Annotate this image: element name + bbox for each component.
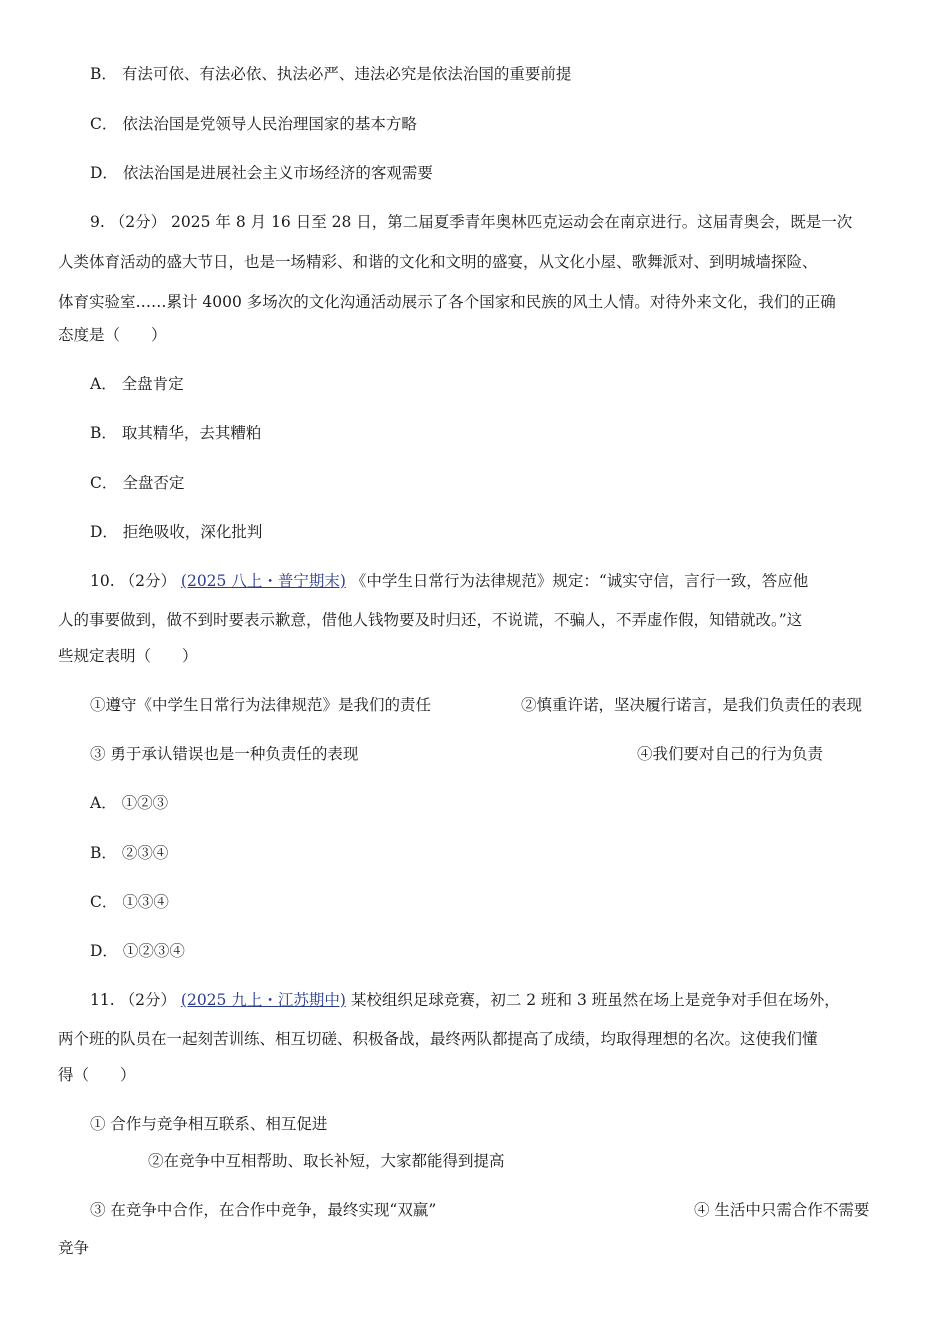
- q10-statement-2: ②慎重许诺，坚决履行诺言，是我们负责任的表现: [521, 696, 863, 714]
- q9-stem-line-1: 9. （2分） 2025 年 8 月 16 日至 28 日，第二届夏季青年奥林匹克运动会在南京进行。这届青奥会，既是一次: [90, 213, 853, 231]
- q10-stem-line-2: 人的事要做到，做不到时要表示歉意，借他人钱物要及时归还，不说谎，不骗人，不弄虚作假，知错就改。”这: [58, 611, 803, 629]
- q9-option-b: B． 取其精华，去其糟粕: [90, 424, 262, 442]
- q9-option-d: D． 拒绝吸收，深化批判: [90, 523, 263, 541]
- q10-statement-1: ①遵守《中学生日常行为法律规范》是我们的责任: [90, 696, 432, 714]
- q10-statement-3: ③ 勇于承认错误也是一种负责任的表现: [90, 745, 359, 763]
- question-points: （2分）: [119, 991, 176, 1009]
- q8-option-d: D． 依法治国是进展社会主义市场经济的客观需要: [90, 164, 433, 182]
- q9-stem-line-3: 体育实验室……累计 4000 多场次的文化沟通活动展示了各个国家和民族的风土人情。对待外来文化，我们的正确: [58, 293, 836, 311]
- q11-statement-3: ③ 在竞争中合作，在合作中竞争，最终实现“双赢”: [90, 1201, 437, 1219]
- question-points: （2分）: [109, 213, 167, 231]
- q10-stem-line-3: 些规定表明（ ）: [58, 647, 198, 665]
- q11-statement-4-continued: 竞争: [58, 1239, 90, 1257]
- q11-stem-line-3: 得（ ）: [58, 1066, 136, 1084]
- question-points: （2分）: [119, 572, 176, 590]
- q8-option-c: C． 依法治国是党领导人民治理国家的基本方略: [90, 115, 417, 133]
- question-number: 11.: [90, 991, 115, 1009]
- q8-option-b: B． 有法可依、有法必依、执法必严、违法必究是依法治国的重要前提: [90, 65, 572, 83]
- source-link[interactable]: (2025 八上・普宁期末): [180, 572, 346, 590]
- q11-stem-line-1: 11. （2分） (2025 九上・江苏期中) 某校组织足球竞赛，初二 2 班和 3 班虽然在场上是竞争对手但在场外，: [90, 991, 840, 1009]
- question-number: 10.: [90, 572, 115, 590]
- q9-option-a: A． 全盘肯定: [90, 375, 184, 393]
- q10-stem-line-1: 10. （2分） (2025 八上・普宁期末) 《中学生日常行为法律规范》规定：“诚实守信，言行一致，答应他: [90, 572, 809, 590]
- source-link[interactable]: (2025 九上・江苏期中): [180, 991, 346, 1009]
- question-number: 9.: [90, 213, 105, 231]
- q10-option-d: D． ①②③④: [90, 942, 185, 960]
- q10-option-b: B． ②③④: [90, 844, 169, 862]
- q10-option-c: C． ①③④: [90, 893, 169, 911]
- q9-stem-line-2: 人类体育活动的盛大节日，也是一场精彩、和谐的文化和文明的盛宴，从文化小屋、歌舞派对、到明城墙探险、: [58, 253, 818, 271]
- q10-statement-4: ④我们要对自己的行为负责: [637, 745, 824, 763]
- q10-option-a: A． ①②③: [90, 794, 169, 812]
- q11-stem-line-2: 两个班的队员在一起刻苦训练、相互切磋、积极备战，最终两队都提高了成绩，均取得理想的名次。这使我们懂: [58, 1030, 818, 1048]
- q9-option-c: C． 全盘否定: [90, 474, 185, 492]
- q9-stem-line-4: 态度是（ ）: [58, 326, 167, 344]
- q11-statement-4: ④ 生活中只需合作不需要: [694, 1201, 870, 1219]
- q11-statement-2: ②在竞争中互相帮助、取长补短，大家都能得到提高: [148, 1152, 505, 1170]
- q11-statement-1: ① 合作与竞争相互联系、相互促进: [90, 1115, 328, 1133]
